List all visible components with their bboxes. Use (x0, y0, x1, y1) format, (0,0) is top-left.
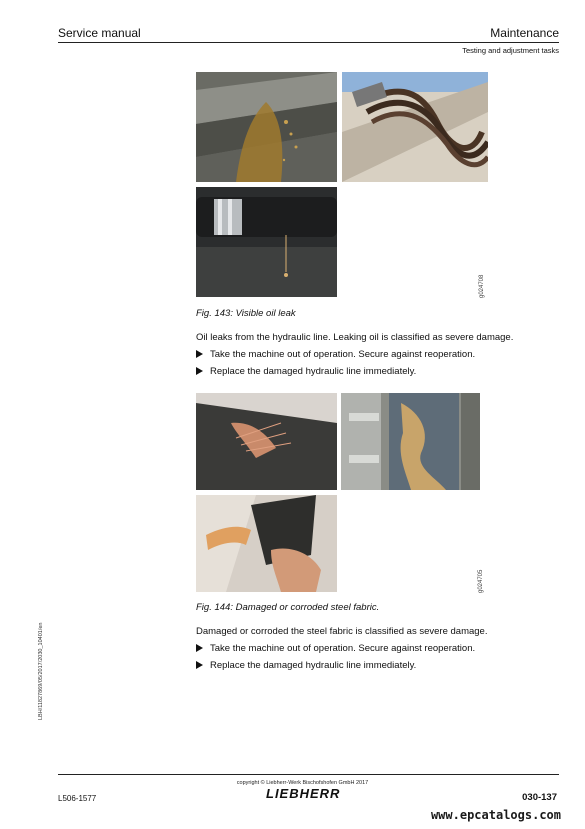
figure-number-144: g024705 (478, 569, 484, 593)
paragraph-oil-leak: Oil leaks from the hydraulic line. Leaking oil is classified as severe damage. (196, 332, 514, 343)
header-rule (58, 42, 559, 43)
photo-hose-bundle (342, 72, 488, 182)
photo-fitting-leak (196, 187, 337, 297)
paragraph-steel-fabric: Damaged or corroded the steel fabric is classified as severe damage. (196, 626, 488, 637)
photo-damaged-fabric (196, 393, 337, 490)
page-number: 030-137 (522, 792, 557, 803)
footer-rule (58, 774, 559, 775)
photo-oil-leak-hose (196, 72, 337, 182)
figure-caption-143: Fig. 143: Visible oil leak (196, 308, 296, 319)
step-item: Take the machine out of operation. Secure against reoperation. (196, 643, 475, 654)
chapter-title: Maintenance (490, 26, 559, 40)
document-id: LBH/11827869/05/2017/2030_10401/en (38, 622, 44, 720)
step-item: Take the machine out of operation. Secure against reoperation. (196, 349, 475, 360)
figure-number-143: g024708 (479, 274, 485, 298)
copyright-notice: copyright © Liebherr-Werk Bischofshofen GmbH 2017 (236, 780, 369, 786)
arrow-icon (196, 367, 203, 375)
figure-caption-144: Fig. 144: Damaged or corroded steel fabric. (196, 602, 380, 613)
section-subtitle: Testing and adjustment tasks (462, 46, 559, 55)
step-item: Replace the damaged hydraulic line immediately. (196, 366, 416, 377)
manual-title: Service manual (58, 26, 141, 40)
watermark-link[interactable]: www.epcatalogs.com (430, 808, 561, 822)
photo-corroded-hose (341, 393, 480, 490)
photo-hose-inspection-hands (196, 495, 337, 592)
arrow-icon (196, 644, 203, 652)
step-item: Replace the damaged hydraulic line immediately. (196, 660, 416, 671)
arrow-icon (196, 350, 203, 358)
liebherr-logo: LIEBHERR (266, 786, 341, 801)
model-number: L506-1577 (58, 794, 97, 803)
arrow-icon (196, 661, 203, 669)
